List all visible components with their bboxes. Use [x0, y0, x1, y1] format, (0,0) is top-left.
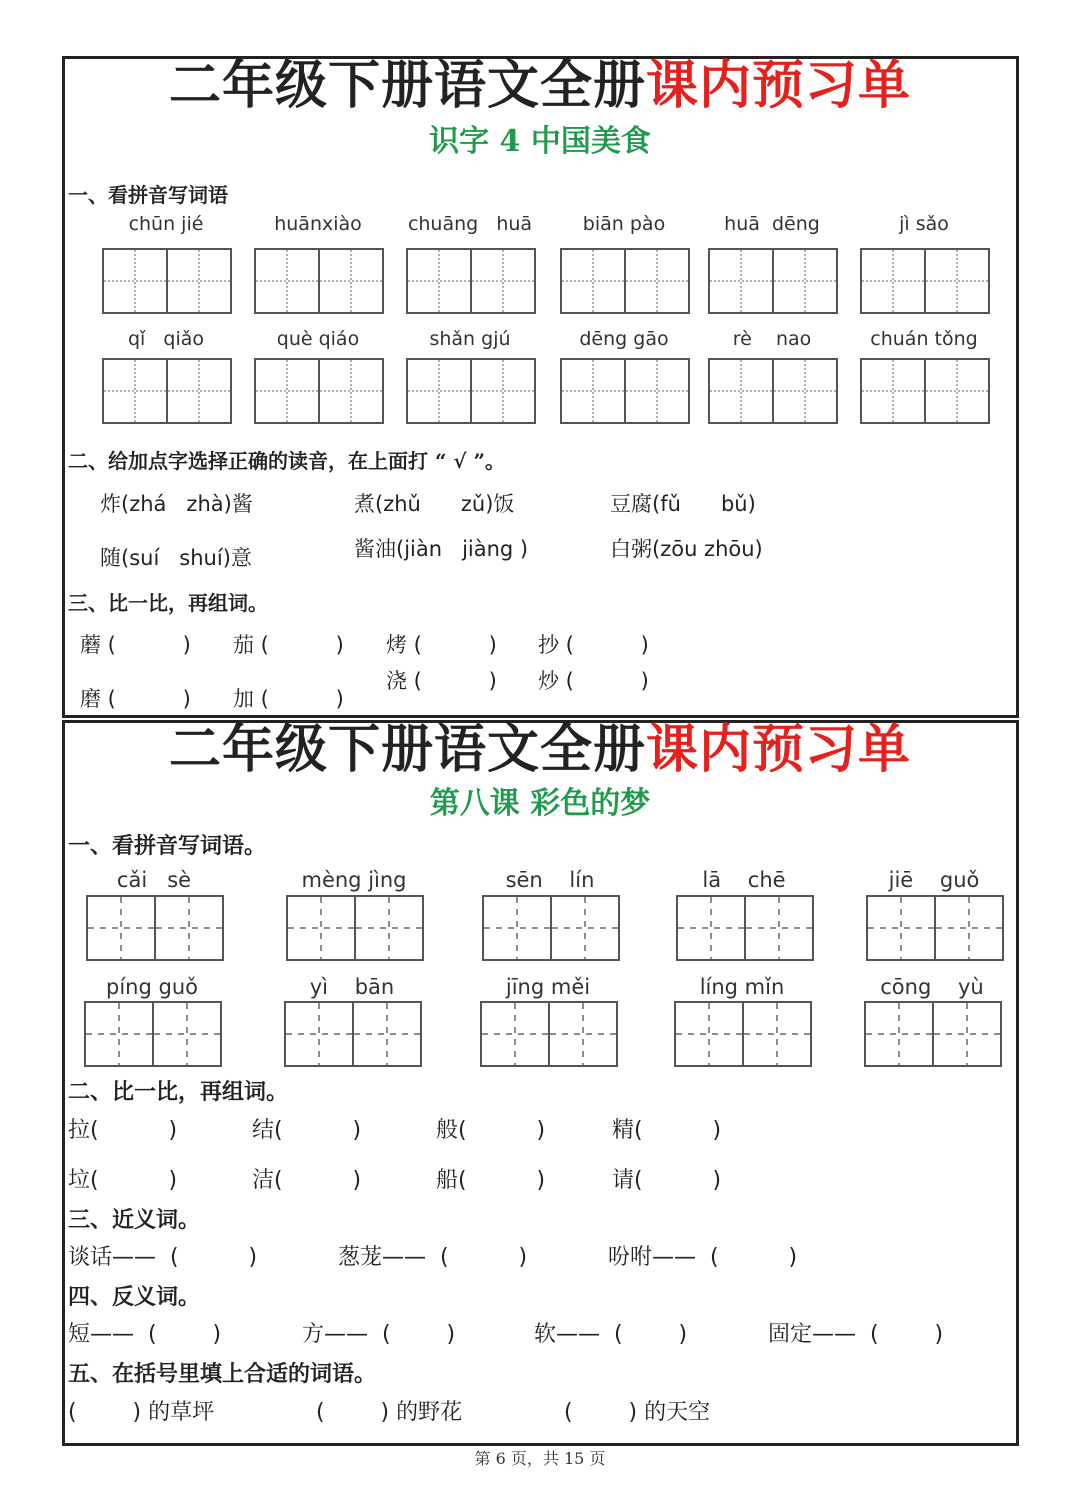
sheet1-section-3-heading: 三、比一比，再组词。 — [68, 591, 268, 615]
writing-grid-cell[interactable] — [354, 895, 424, 961]
writing-grid-cell[interactable] — [86, 895, 156, 961]
antonym-blank[interactable]: 软—— ( ) — [534, 1322, 688, 1347]
writing-grid-cell[interactable] — [676, 895, 746, 961]
page-footer: 第 6 页，共 15 页 — [474, 1449, 606, 1468]
writing-grid-cell[interactable] — [406, 248, 472, 314]
worksheet-2-subtitle: 第八课 彩色的梦 — [429, 786, 651, 821]
sheet2-section-1-heading: 一、看拼音写词语。 — [68, 833, 267, 859]
compare-blank[interactable]: 茄 ( ) — [233, 633, 344, 657]
writing-grid-cell[interactable] — [624, 248, 690, 314]
pinyin-label: cōng yù — [880, 975, 984, 999]
pinyin-label: lā chē — [702, 868, 786, 892]
writing-grid-cell[interactable] — [284, 1001, 354, 1067]
sheet2-section-3-heading: 三、近义词。 — [68, 1207, 201, 1233]
writing-grid-cell[interactable] — [744, 895, 814, 961]
writing-grid-cell[interactable] — [866, 895, 936, 961]
compare-blank[interactable]: 加 ( ) — [233, 687, 344, 711]
compare-blank[interactable]: 拉( ) — [68, 1118, 178, 1143]
writing-grid-cell[interactable] — [470, 248, 536, 314]
pinyin-label: qǐ qiǎo — [127, 328, 205, 350]
writing-grid-cell[interactable] — [470, 358, 536, 424]
writing-grid-cell[interactable] — [254, 358, 320, 424]
antonym-blank[interactable]: 固定—— ( ) — [768, 1322, 944, 1347]
writing-grid-cell[interactable] — [934, 895, 1004, 961]
compare-blank[interactable]: 浇 ( ) — [386, 669, 497, 693]
writing-grid-cell[interactable] — [254, 248, 320, 314]
pinyin-label: sēn lín — [505, 868, 595, 892]
writing-grid-cell[interactable] — [152, 1001, 222, 1067]
compare-blank[interactable]: 烤 ( ) — [386, 633, 497, 657]
compare-blank[interactable]: 精( ) — [612, 1118, 722, 1143]
writing-grid-cell[interactable] — [548, 1001, 618, 1067]
writing-grid-cell[interactable] — [102, 248, 168, 314]
pinyin-label: huā dēng — [724, 213, 820, 235]
pinyin-label: mèng jìng — [301, 868, 407, 892]
writing-grid-cell[interactable] — [84, 1001, 154, 1067]
sheet2-section-4-heading: 四、反义词。 — [68, 1284, 201, 1310]
writing-grid-cell[interactable] — [102, 358, 168, 424]
pinyin-label: chūn jié — [128, 213, 204, 235]
pinyin-label: què qiáo — [276, 328, 360, 350]
writing-grid-cell[interactable] — [742, 1001, 812, 1067]
sheet1-section-2-heading: 二、给加点字选择正确的读音，在上面打 “ √ ”。 — [68, 449, 506, 473]
compare-blank[interactable]: 炒 ( ) — [538, 669, 649, 693]
title-red-part: 课内预习单 — [646, 719, 912, 780]
writing-grid-cell[interactable] — [674, 1001, 744, 1067]
pinyin-label: líng mǐn — [699, 975, 785, 999]
writing-grid-cell[interactable] — [166, 248, 232, 314]
fill-blank[interactable]: ( ) 的草坪 — [68, 1400, 215, 1425]
sheet1-section-1-heading: 一、看拼音写词语 — [68, 183, 228, 207]
pinyin-label: jì sǎo — [899, 213, 949, 235]
compare-blank[interactable]: 结( ) — [252, 1118, 362, 1143]
writing-grid-cell[interactable] — [864, 1001, 934, 1067]
writing-grid-cell[interactable] — [924, 358, 990, 424]
compare-blank[interactable]: 船( ) — [436, 1168, 546, 1193]
sheet2-section-5-heading: 五、在括号里填上合适的词语。 — [68, 1361, 377, 1387]
fill-blank[interactable]: ( ) 的野花 — [316, 1400, 463, 1425]
pinyin-label: chuāng huā — [407, 213, 533, 235]
compare-blank[interactable]: 请( ) — [612, 1168, 722, 1193]
writing-grid-cell[interactable] — [480, 1001, 550, 1067]
reading-choice[interactable]: 煮(zhǔ zǔ)饭 — [354, 492, 515, 516]
writing-grid-cell[interactable] — [318, 248, 384, 314]
compare-blank[interactable]: 抄 ( ) — [538, 633, 649, 657]
pinyin-label: biān pào — [582, 213, 666, 235]
writing-grid-cell[interactable] — [550, 895, 620, 961]
reading-choice[interactable]: 豆腐(fǔ bǔ) — [610, 492, 756, 516]
compare-blank[interactable]: 蘑 ( ) — [80, 633, 191, 657]
reading-choice[interactable]: 炸(zhá zhà)酱 — [100, 492, 253, 516]
writing-grid-cell[interactable] — [624, 358, 690, 424]
writing-grid-cell[interactable] — [286, 895, 356, 961]
pinyin-label: dēng gāo — [579, 328, 669, 350]
pinyin-label: chuán tǒng — [870, 328, 978, 350]
writing-grid-cell[interactable] — [772, 358, 838, 424]
pinyin-label: rè nao — [732, 328, 812, 350]
writing-grid-cell[interactable] — [708, 248, 774, 314]
reading-choice[interactable]: 随(suí shuí)意 — [100, 546, 252, 570]
antonym-blank[interactable]: 短—— ( ) — [68, 1322, 222, 1347]
writing-grid-cell[interactable] — [860, 358, 926, 424]
compare-blank[interactable]: 垃( ) — [68, 1168, 178, 1193]
pinyin-label: yì bān — [309, 975, 395, 999]
compare-blank[interactable]: 般( ) — [436, 1118, 546, 1143]
writing-grid-cell[interactable] — [560, 358, 626, 424]
antonym-blank[interactable]: 方—— ( ) — [302, 1322, 456, 1347]
writing-grid-cell[interactable] — [772, 248, 838, 314]
pinyin-label: jīng měi — [505, 975, 591, 999]
pinyin-label: jiē guǒ — [888, 868, 980, 892]
writing-grid-cell[interactable] — [932, 1001, 1002, 1067]
reading-choice[interactable]: 白粥(zōu zhōu) — [610, 537, 763, 561]
writing-grid-cell[interactable] — [708, 358, 774, 424]
title-black-part: 二年级下册语文全册 — [168, 719, 646, 780]
worksheet-2-title — [0, 720, 1080, 780]
writing-grid-cell[interactable] — [482, 895, 552, 961]
pinyin-label: cǎi sè — [116, 868, 192, 892]
synonym-blank[interactable]: 葱茏—— ( ) — [338, 1245, 528, 1270]
fill-blank[interactable]: ( ) 的天空 — [564, 1400, 711, 1425]
writing-grid-cell[interactable] — [352, 1001, 422, 1067]
writing-grid-cell[interactable] — [166, 358, 232, 424]
synonym-blank[interactable]: 吩咐—— ( ) — [608, 1245, 798, 1270]
reading-choice[interactable]: 酱油(jiàn jiàng ) — [354, 537, 529, 561]
worksheet-1-title — [0, 56, 1080, 116]
synonym-blank[interactable]: 谈话—— ( ) — [68, 1245, 258, 1270]
pinyin-label: huānxiào — [274, 213, 362, 235]
worksheet-1-subtitle: 识字 4 中国美食 — [429, 124, 651, 159]
title-black-part: 二年级下册语文全册 — [168, 55, 646, 116]
writing-grid-cell[interactable] — [924, 248, 990, 314]
writing-grid-cell[interactable] — [560, 248, 626, 314]
writing-grid-cell[interactable] — [154, 895, 224, 961]
pinyin-label: píng guǒ — [106, 975, 198, 999]
writing-grid-cell[interactable] — [318, 358, 384, 424]
writing-grid-cell[interactable] — [860, 248, 926, 314]
pinyin-label: shǎn gjú — [429, 328, 511, 350]
title-red-part: 课内预习单 — [646, 55, 912, 116]
compare-blank[interactable]: 洁( ) — [252, 1168, 362, 1193]
sheet2-section-2-heading: 二、比一比，再组词。 — [68, 1079, 289, 1105]
writing-grid-cell[interactable] — [406, 358, 472, 424]
compare-blank[interactable]: 磨 ( ) — [80, 687, 191, 711]
